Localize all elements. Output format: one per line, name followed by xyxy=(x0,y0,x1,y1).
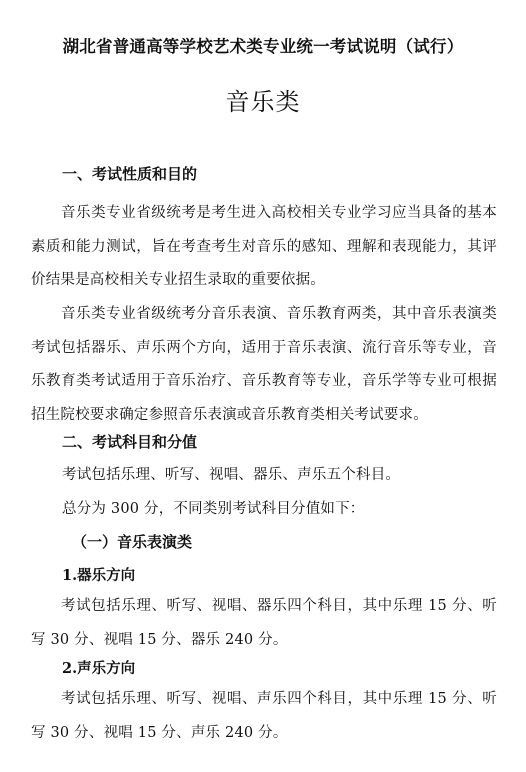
subjects-line: 考试包括乐理、听写、视唱、器乐、声乐五个科目。 xyxy=(62,467,401,483)
subsection-heading-performance: （一）音乐表演类 xyxy=(72,533,193,551)
item-heading-vocal: 2.声乐方向 xyxy=(62,660,136,677)
paragraph-vocal: 考试包括乐理、听写、视唱、声乐四个科目，其中乐理 15 分、听写 30 分、视唱 15 分、声乐 240 分。 xyxy=(31,691,497,741)
section-heading-subjects: 二、考试科目和分值 xyxy=(62,433,198,451)
section-heading-purpose: 一、考试性质和目的 xyxy=(62,165,198,183)
total-score-line: 总分为 300 分，不同类别考试科目分值如下： xyxy=(62,501,365,517)
item-heading-instrumental: 1.器乐方向 xyxy=(62,567,136,584)
document-subtitle: 音乐类 xyxy=(225,88,301,116)
paragraph-categories: 音乐类专业省级统考分音乐表演、音乐教育两类，其中音乐表演类考试包括器乐、声乐两个方向，适用于音乐表演、流行音乐等专业，音乐教育类考试适用于音乐治疗、音乐教育等专业，音乐学等专业可根据招生院校要求确定参照音乐表演或音乐教育类相关考试要求。 xyxy=(31,306,497,423)
paragraph-instrumental: 考试包括乐理、听写、视唱、器乐四个科目，其中乐理 15 分、听写 30 分、视唱 15 分、器乐 240 分。 xyxy=(31,598,497,648)
document-title: 湖北省普通高等学校艺术类专业统一考试说明（试行） xyxy=(62,37,464,56)
paragraph-purpose: 音乐类专业省级统考是考生进入高校相关专业学习应当具备的基本素质和能力测试，旨在考查考生对音乐的感知、理解和表现能力，其评价结果是高校相关专业招生录取的重要依据。 xyxy=(31,205,497,288)
